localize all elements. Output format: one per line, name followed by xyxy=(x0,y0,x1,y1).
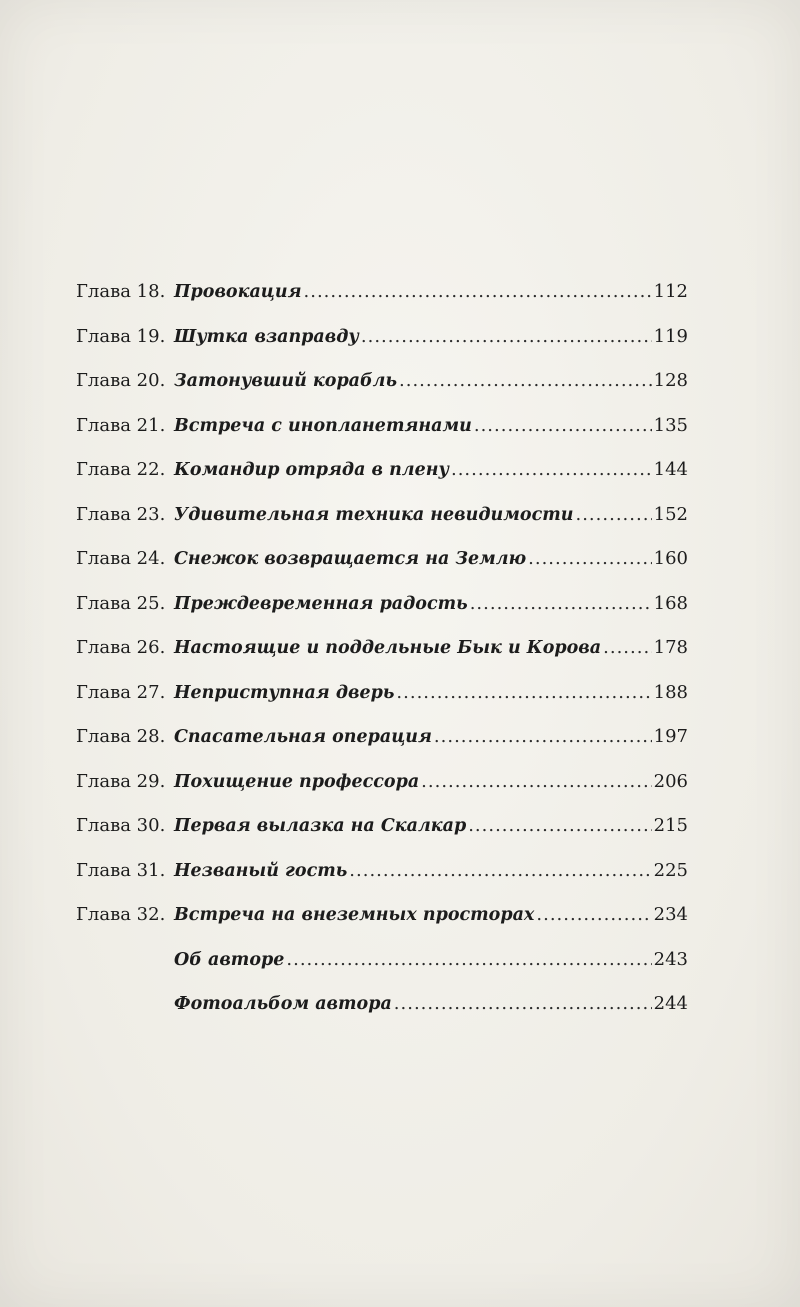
chapter-title: Шутка взаправду xyxy=(174,326,359,347)
page-number: 112 xyxy=(653,281,688,302)
chapter-number: Глава 20. xyxy=(76,370,166,391)
chapter-number: Глава 31. xyxy=(76,859,166,881)
dot-leader xyxy=(304,283,652,301)
chapter-title: Снежок возвращается на Землю xyxy=(174,549,527,569)
page-number: 234 xyxy=(653,904,688,925)
chapter-number: Глава 19. xyxy=(76,325,166,347)
chapter-number: Глава 27. xyxy=(76,681,166,703)
toc-row xyxy=(76,503,688,551)
dot-leader xyxy=(603,639,652,657)
toc-row xyxy=(76,728,688,773)
page-number: 244 xyxy=(653,993,688,1014)
dot-leader xyxy=(396,684,651,702)
chapter-title: Настоящие и поддельные Бык и Корова xyxy=(174,638,602,658)
chapter-title: Удивительная техника невидимости xyxy=(174,504,574,525)
section-title: Об авторе xyxy=(174,949,285,970)
chapter-number: Глава 22. xyxy=(76,459,166,480)
dot-leader xyxy=(434,728,652,746)
toc-row xyxy=(76,325,688,373)
page-number: 225 xyxy=(653,859,688,881)
chapter-title: Встреча с инопланетянами xyxy=(174,415,472,436)
chapter-number: Глава 25. xyxy=(76,592,166,614)
toc-row xyxy=(76,770,688,818)
page-number: 119 xyxy=(653,325,688,347)
toc-row xyxy=(76,859,688,907)
toc-row xyxy=(76,592,688,640)
toc-row xyxy=(76,995,688,1040)
dot-leader xyxy=(536,906,651,924)
dot-leader xyxy=(286,951,651,969)
page-number: 178 xyxy=(653,637,688,658)
chapter-number: Глава 28. xyxy=(76,726,166,747)
chapter-title: Спасательная операция xyxy=(174,727,432,747)
section-title: Фотоальбом автора xyxy=(174,994,392,1014)
dot-leader xyxy=(470,595,652,613)
dot-leader xyxy=(451,461,652,479)
chapter-number: Глава 24. xyxy=(76,548,166,569)
toc-row xyxy=(76,906,688,951)
toc-row xyxy=(76,948,688,996)
toc-row xyxy=(76,639,688,684)
page-number: 160 xyxy=(653,548,688,569)
dot-leader xyxy=(575,506,651,524)
dot-leader xyxy=(528,550,652,568)
chapter-number: Глава 26. xyxy=(76,637,166,658)
chapter-number: Глава 18. xyxy=(76,281,166,302)
page-number: 135 xyxy=(653,414,688,436)
toc-row xyxy=(76,283,688,328)
dot-leader xyxy=(349,862,651,880)
toc-row xyxy=(76,550,688,595)
chapter-title: Командир отряда в плену xyxy=(174,460,449,480)
page-number: 128 xyxy=(653,370,688,391)
page-number: 243 xyxy=(653,948,688,970)
chapter-title: Неприступная дверь xyxy=(174,682,395,703)
page-number: 188 xyxy=(653,681,688,703)
page-number: 144 xyxy=(653,459,688,480)
chapter-title: Похищение профессора xyxy=(174,771,420,792)
toc-row xyxy=(76,817,688,862)
dot-leader xyxy=(399,372,652,390)
dot-leader xyxy=(421,773,651,791)
chapter-number: Глава 23. xyxy=(76,503,166,525)
chapter-title: Первая вылазка на Скалкар xyxy=(174,816,467,836)
toc-row xyxy=(76,372,688,417)
chapter-title: Затонувший корабль xyxy=(174,371,398,391)
chapter-number: Глава 29. xyxy=(76,770,166,792)
table-of-contents xyxy=(76,283,688,1040)
page-number: 206 xyxy=(653,770,688,792)
dot-leader xyxy=(468,817,651,835)
chapter-title: Встреча на внеземных просторах xyxy=(174,905,535,925)
page-number: 168 xyxy=(653,592,688,614)
page-number: 152 xyxy=(653,503,688,525)
chapter-title: Преждевременная радость xyxy=(174,593,468,614)
chapter-number: Глава 21. xyxy=(76,414,166,436)
chapter-title: Незваный гость xyxy=(174,860,348,881)
dot-leader xyxy=(394,995,652,1013)
page-number: 215 xyxy=(653,815,688,836)
chapter-number: Глава 32. xyxy=(76,904,166,925)
toc-row xyxy=(76,681,688,729)
toc-row xyxy=(76,414,688,462)
chapter-title: Провокация xyxy=(174,282,302,302)
page-number: 197 xyxy=(653,726,688,747)
chapter-number: Глава 30. xyxy=(76,815,166,836)
dot-leader xyxy=(361,328,652,346)
dot-leader xyxy=(474,417,652,435)
toc-row xyxy=(76,461,688,506)
